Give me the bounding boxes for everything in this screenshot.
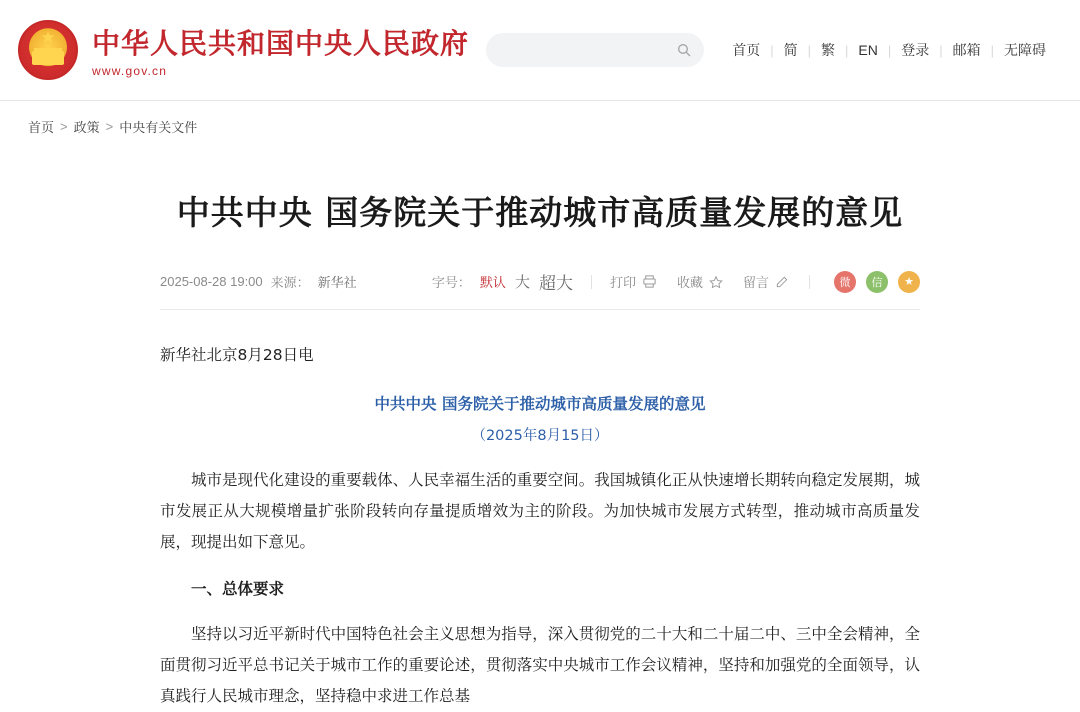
- brand-domain: www.gov.cn: [92, 64, 168, 78]
- document-inner-title: 中共中央 国务院关于推动城市高质量发展的意见: [374, 395, 706, 413]
- weibo-share-icon[interactable]: 微: [834, 271, 856, 293]
- wechat-share-icon[interactable]: 信: [866, 271, 888, 293]
- nav-item-login[interactable]: 登录: [901, 42, 930, 58]
- page-title: 中共中央 国务院关于推动城市高质量发展的意见: [176, 193, 904, 232]
- favorite-label: 收藏: [676, 275, 703, 290]
- font-size-default[interactable]: 默认: [479, 275, 506, 290]
- breadcrumb-item-home[interactable]: 首页: [28, 119, 55, 135]
- breadcrumb-separator: >: [105, 118, 114, 134]
- breadcrumb: [0, 101, 1080, 151]
- nav-item-simplified[interactable]: 简: [783, 42, 798, 58]
- meta-left: [160, 272, 357, 291]
- dateline: 新华社北京8月28日电: [160, 346, 314, 364]
- nav-separator: |: [887, 42, 892, 58]
- search-icon: [676, 42, 692, 58]
- source-name[interactable]: 新华社: [317, 275, 357, 290]
- breadcrumb-item-central-documents[interactable]: 中央有关文件: [119, 119, 198, 135]
- brand-text: [92, 22, 469, 78]
- share-group: [834, 271, 920, 293]
- nav-separator: |: [807, 42, 811, 58]
- meta-divider: [809, 275, 810, 289]
- print-label: 打印: [609, 275, 636, 290]
- font-size-control: [432, 269, 573, 294]
- source-label: 来源：: [270, 275, 310, 290]
- nav-separator: |: [844, 42, 849, 58]
- comment-label: 留言: [742, 275, 769, 290]
- font-size-extra-large[interactable]: 超大: [538, 274, 573, 293]
- publish-datetime: 2025-08-28 19:00: [160, 274, 263, 289]
- national-emblem-icon: [18, 20, 78, 80]
- site-header: [0, 0, 1080, 100]
- font-size-large[interactable]: 大: [514, 274, 530, 291]
- site-brand[interactable]: [18, 20, 469, 80]
- font-size-label: 字号：: [431, 275, 471, 290]
- paragraph: 城市是现代化建设的重要载体、人民幸福生活的重要空间。我国城镇化正从快速增长期转向稳定发展期，城市发展正从大规模增量扩张阶段转向存量提质增效为主的阶段。为加快城市发展方式转型，推动城市高质量发展，现提出如下意见。: [160, 471, 920, 551]
- nav-item-home[interactable]: 首页: [732, 42, 761, 58]
- article-meta-bar: [160, 268, 920, 310]
- nav-separator: |: [770, 42, 774, 58]
- meta-divider: [591, 275, 592, 289]
- pencil-icon: [775, 275, 789, 289]
- paragraph: 坚持以习近平新时代中国特色社会主义思想为指导，深入贯彻党的二十大和二十届二中、三中全会精神，全面贯彻习近平总书记关于城市工作的重要论述，贯彻落实中央城市工作会议精神，坚持和加强党的全面领导，认真践行人民城市理念，坚持稳中求进工作总基: [160, 625, 920, 705]
- brand-title: 中华人民共和国中央人民政府: [92, 27, 470, 60]
- breadcrumb-item-policy[interactable]: 政策: [73, 119, 100, 135]
- article: [0, 187, 1080, 712]
- favorite-share-icon[interactable]: ★: [898, 271, 920, 293]
- meta-tools: [432, 269, 920, 294]
- comment-button[interactable]: [743, 272, 789, 291]
- star-icon: [709, 275, 723, 289]
- section-heading: 一、总体要求: [191, 580, 285, 598]
- printer-icon: [642, 274, 657, 289]
- search-input[interactable]: [486, 33, 704, 67]
- header-nav: [722, 40, 1056, 60]
- nav-item-traditional[interactable]: 繁: [820, 42, 835, 58]
- document-inner-date: （2025年8月15日）: [471, 428, 609, 444]
- nav-separator: |: [990, 42, 994, 58]
- print-button[interactable]: [610, 272, 657, 291]
- favorite-button[interactable]: [677, 272, 723, 291]
- breadcrumb-separator: >: [60, 118, 68, 134]
- nav-item-english[interactable]: EN: [858, 42, 878, 58]
- article-body: [160, 340, 920, 712]
- nav-item-accessibility[interactable]: 无障碍: [1004, 42, 1046, 58]
- nav-separator: |: [939, 42, 943, 58]
- header-right: [486, 33, 1056, 67]
- nav-item-mail[interactable]: 邮箱: [952, 42, 981, 58]
